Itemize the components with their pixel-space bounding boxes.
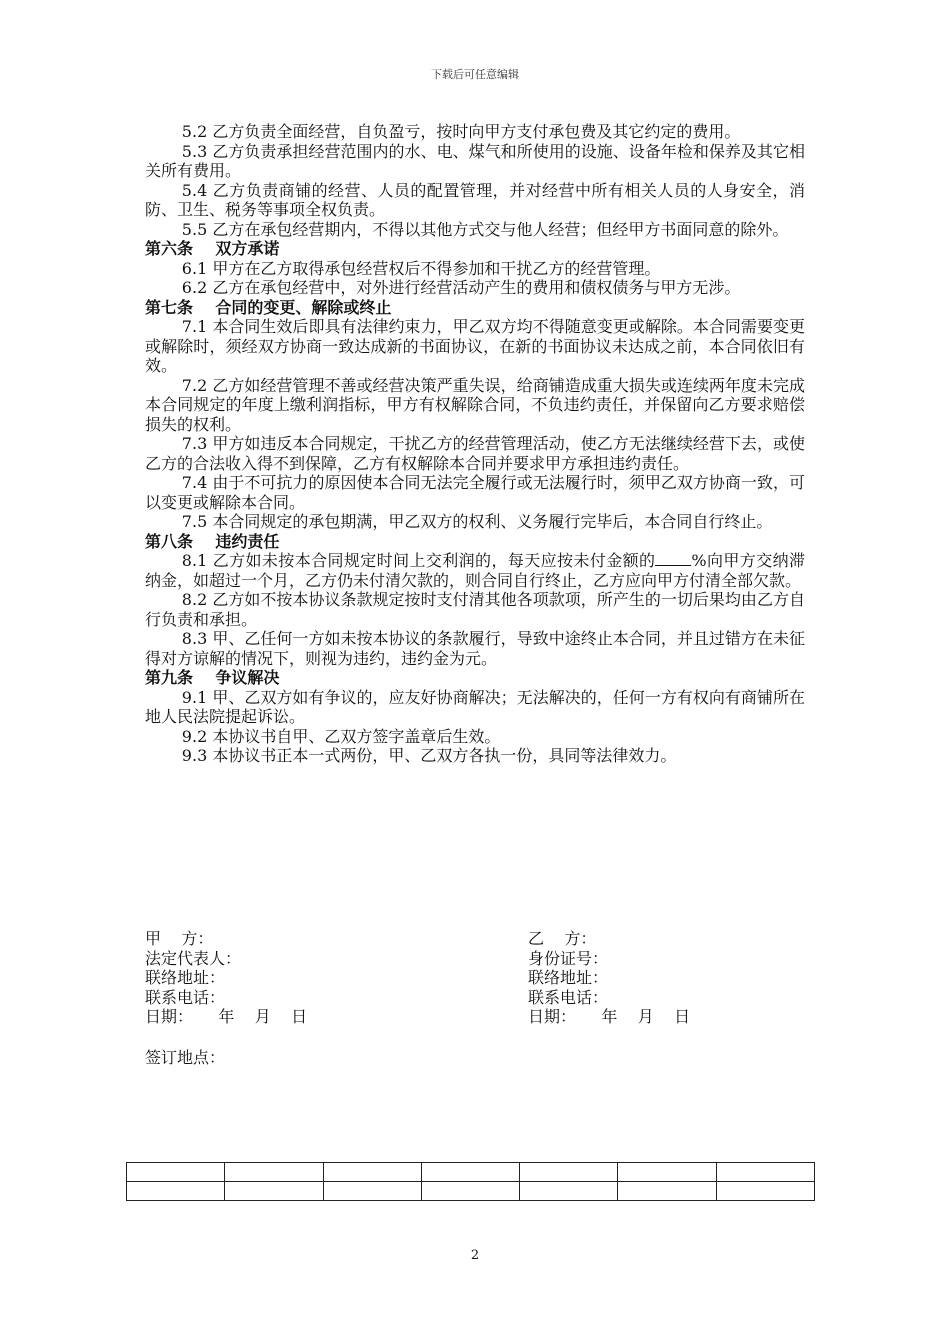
article-9-heading xyxy=(145,668,805,688)
table-row xyxy=(127,1182,815,1201)
clause-6-1: 6.1 甲方在乙方取得承包经营权后不得参加和干扰乙方的经营管理。 xyxy=(181,258,661,278)
contract-body xyxy=(145,122,805,766)
clause-8-2: 8.2 乙方如不按本协议条款规定按时支付清其他各项款项，所产生的一切后果均由乙方自行负责和承担。 xyxy=(145,590,805,629)
article-title: 合同的变更、解除或终止 xyxy=(215,297,392,317)
clause-8-3: 8.3 甲、乙任何一方如未按本协议的条款履行，导致中途终止本合同，并且过错方在未征得对方谅解的情况下，则视为违约，违约金为元。 xyxy=(145,629,805,668)
page-header: 下载后可任意编辑 xyxy=(431,68,519,81)
party-b-address: 联络地址： xyxy=(528,968,609,987)
table-cell xyxy=(421,1182,519,1201)
table-row xyxy=(127,1163,815,1182)
table-cell xyxy=(323,1163,421,1182)
table-cell xyxy=(127,1163,225,1182)
clause-5-2: 5.2 乙方负责全面经营，自负盈亏，按时向甲方支付承包费及其它约定的费用。 xyxy=(181,122,741,141)
article-number: 第九条 xyxy=(145,668,194,687)
clause-9-1: 9.1 甲、乙双方如有争议的，应友好协商解决；无法解决的，任何一方有权向有商铺所在地人民法院提起诉讼。 xyxy=(145,687,805,726)
blank-table xyxy=(126,1162,815,1201)
table-cell xyxy=(618,1163,716,1182)
article-number: 第六条 xyxy=(145,239,194,258)
article-number: 第八条 xyxy=(145,531,194,551)
clause-5-3: 5.3 乙方负责承担经营范围内的水、电、煤气和所使用的设施、设备年检和保养及其它相关所有费用。 xyxy=(145,141,805,180)
article-6-heading xyxy=(145,239,805,259)
party-b-signature-block xyxy=(528,929,690,1027)
clause-7-3: 7.3 甲方如违反本合同规定，干扰乙方的经营管理活动，使乙方无法继续经营下去，或使乙方的合法收入得不到保障，乙方有权解除本合同并要求甲方承担违约责任。 xyxy=(145,434,805,473)
table-cell xyxy=(520,1182,618,1201)
article-number: 第七条 xyxy=(145,297,194,317)
party-b-id: 身份证号： xyxy=(528,948,609,968)
table-cell xyxy=(225,1182,323,1201)
party-a-label: 甲 方： xyxy=(145,929,214,948)
article-title: 双方承诺 xyxy=(215,239,280,258)
party-b-label: 乙 方： xyxy=(528,929,597,948)
table-cell xyxy=(520,1163,618,1182)
table-cell xyxy=(716,1163,814,1182)
article-title: 争议解决 xyxy=(215,668,280,687)
party-a-representative: 法定代表人： xyxy=(145,948,242,968)
clause-9-3: 9.3 本协议书正本一式两份，甲、乙双方各执一份，具同等法律效力。 xyxy=(181,746,677,765)
table-cell xyxy=(127,1182,225,1201)
party-a-phone: 联系电话： xyxy=(145,987,226,1007)
signing-place: 签订地点： xyxy=(145,1048,226,1067)
table-cell xyxy=(618,1182,716,1201)
clause-7-5: 7.5 本合同规定的承包期满，甲乙双方的权利、义务履行完毕后，本合同自行终止。 xyxy=(181,512,773,531)
table-cell xyxy=(225,1163,323,1182)
clause-5-4: 5.4 乙方负责商铺的经营、人员的配置管理，并对经营中所有相关人员的人身安全，消防、卫生、税务等事项全权负责。 xyxy=(145,180,805,219)
clause-8-1 xyxy=(145,551,805,590)
clause-5-5: 5.5 乙方在承包经营期内，不得以其他方式交与他人经营；但经甲方书面同意的除外。 xyxy=(181,219,789,239)
clause-6-2: 6.2 乙方在承包经营中，对外进行经营活动产生的费用和债权债务与甲方无涉。 xyxy=(181,278,741,297)
clause-7-2: 7.2 乙方如经营管理不善或经营决策严重失误，给商铺造成重大损失或连续两年度未完成本合同规定的年度上缴利润指标，甲方有权解除合同，不负违约责任，并保留向乙方要求赔偿损失的权利。 xyxy=(145,375,805,434)
party-b-date: 日期： 年 月 日 xyxy=(528,1007,691,1026)
party-a-date: 日期： 年 月 日 xyxy=(145,1007,308,1026)
clause-8-1-part1: 8.1 乙方如未按本合同规定时间上交利润的，每天应按未付金额的 xyxy=(181,551,656,570)
clause-8-1-part2: %向甲方交纳滞纳金，如超过一个月，乙方仍未付清欠款的，则合同自行终止，乙方应向甲方付清全部欠款。 xyxy=(145,551,805,590)
clause-7-1: 7.1 本合同生效后即具有法律约束力，甲乙双方均不得随意变更或解除。本合同需要变更或解除时，须经双方协商一致达成新的书面协议，在新的书面协议未达成之前，本合同依旧有效。 xyxy=(145,317,805,375)
article-title: 违约责任 xyxy=(215,531,280,551)
page-number: 2 xyxy=(470,1248,480,1263)
article-7-heading xyxy=(145,298,805,318)
party-b-phone: 联系电话： xyxy=(528,987,609,1007)
table-cell xyxy=(323,1182,421,1201)
article-8-heading xyxy=(145,532,805,552)
table-cell xyxy=(716,1182,814,1201)
table-cell xyxy=(421,1163,519,1182)
party-a-address: 联络地址： xyxy=(145,968,226,987)
party-a-signature-block xyxy=(145,929,307,1027)
clause-9-2: 9.2 本协议书自甲、乙双方签字盖章后生效。 xyxy=(181,726,501,746)
fill-in-blank[interactable] xyxy=(655,551,691,566)
clause-7-4: 7.4 由于不可抗力的原因使本合同无法完全履行或无法履行时，须甲乙双方协商一致，可以变更或解除本合同。 xyxy=(145,473,805,512)
